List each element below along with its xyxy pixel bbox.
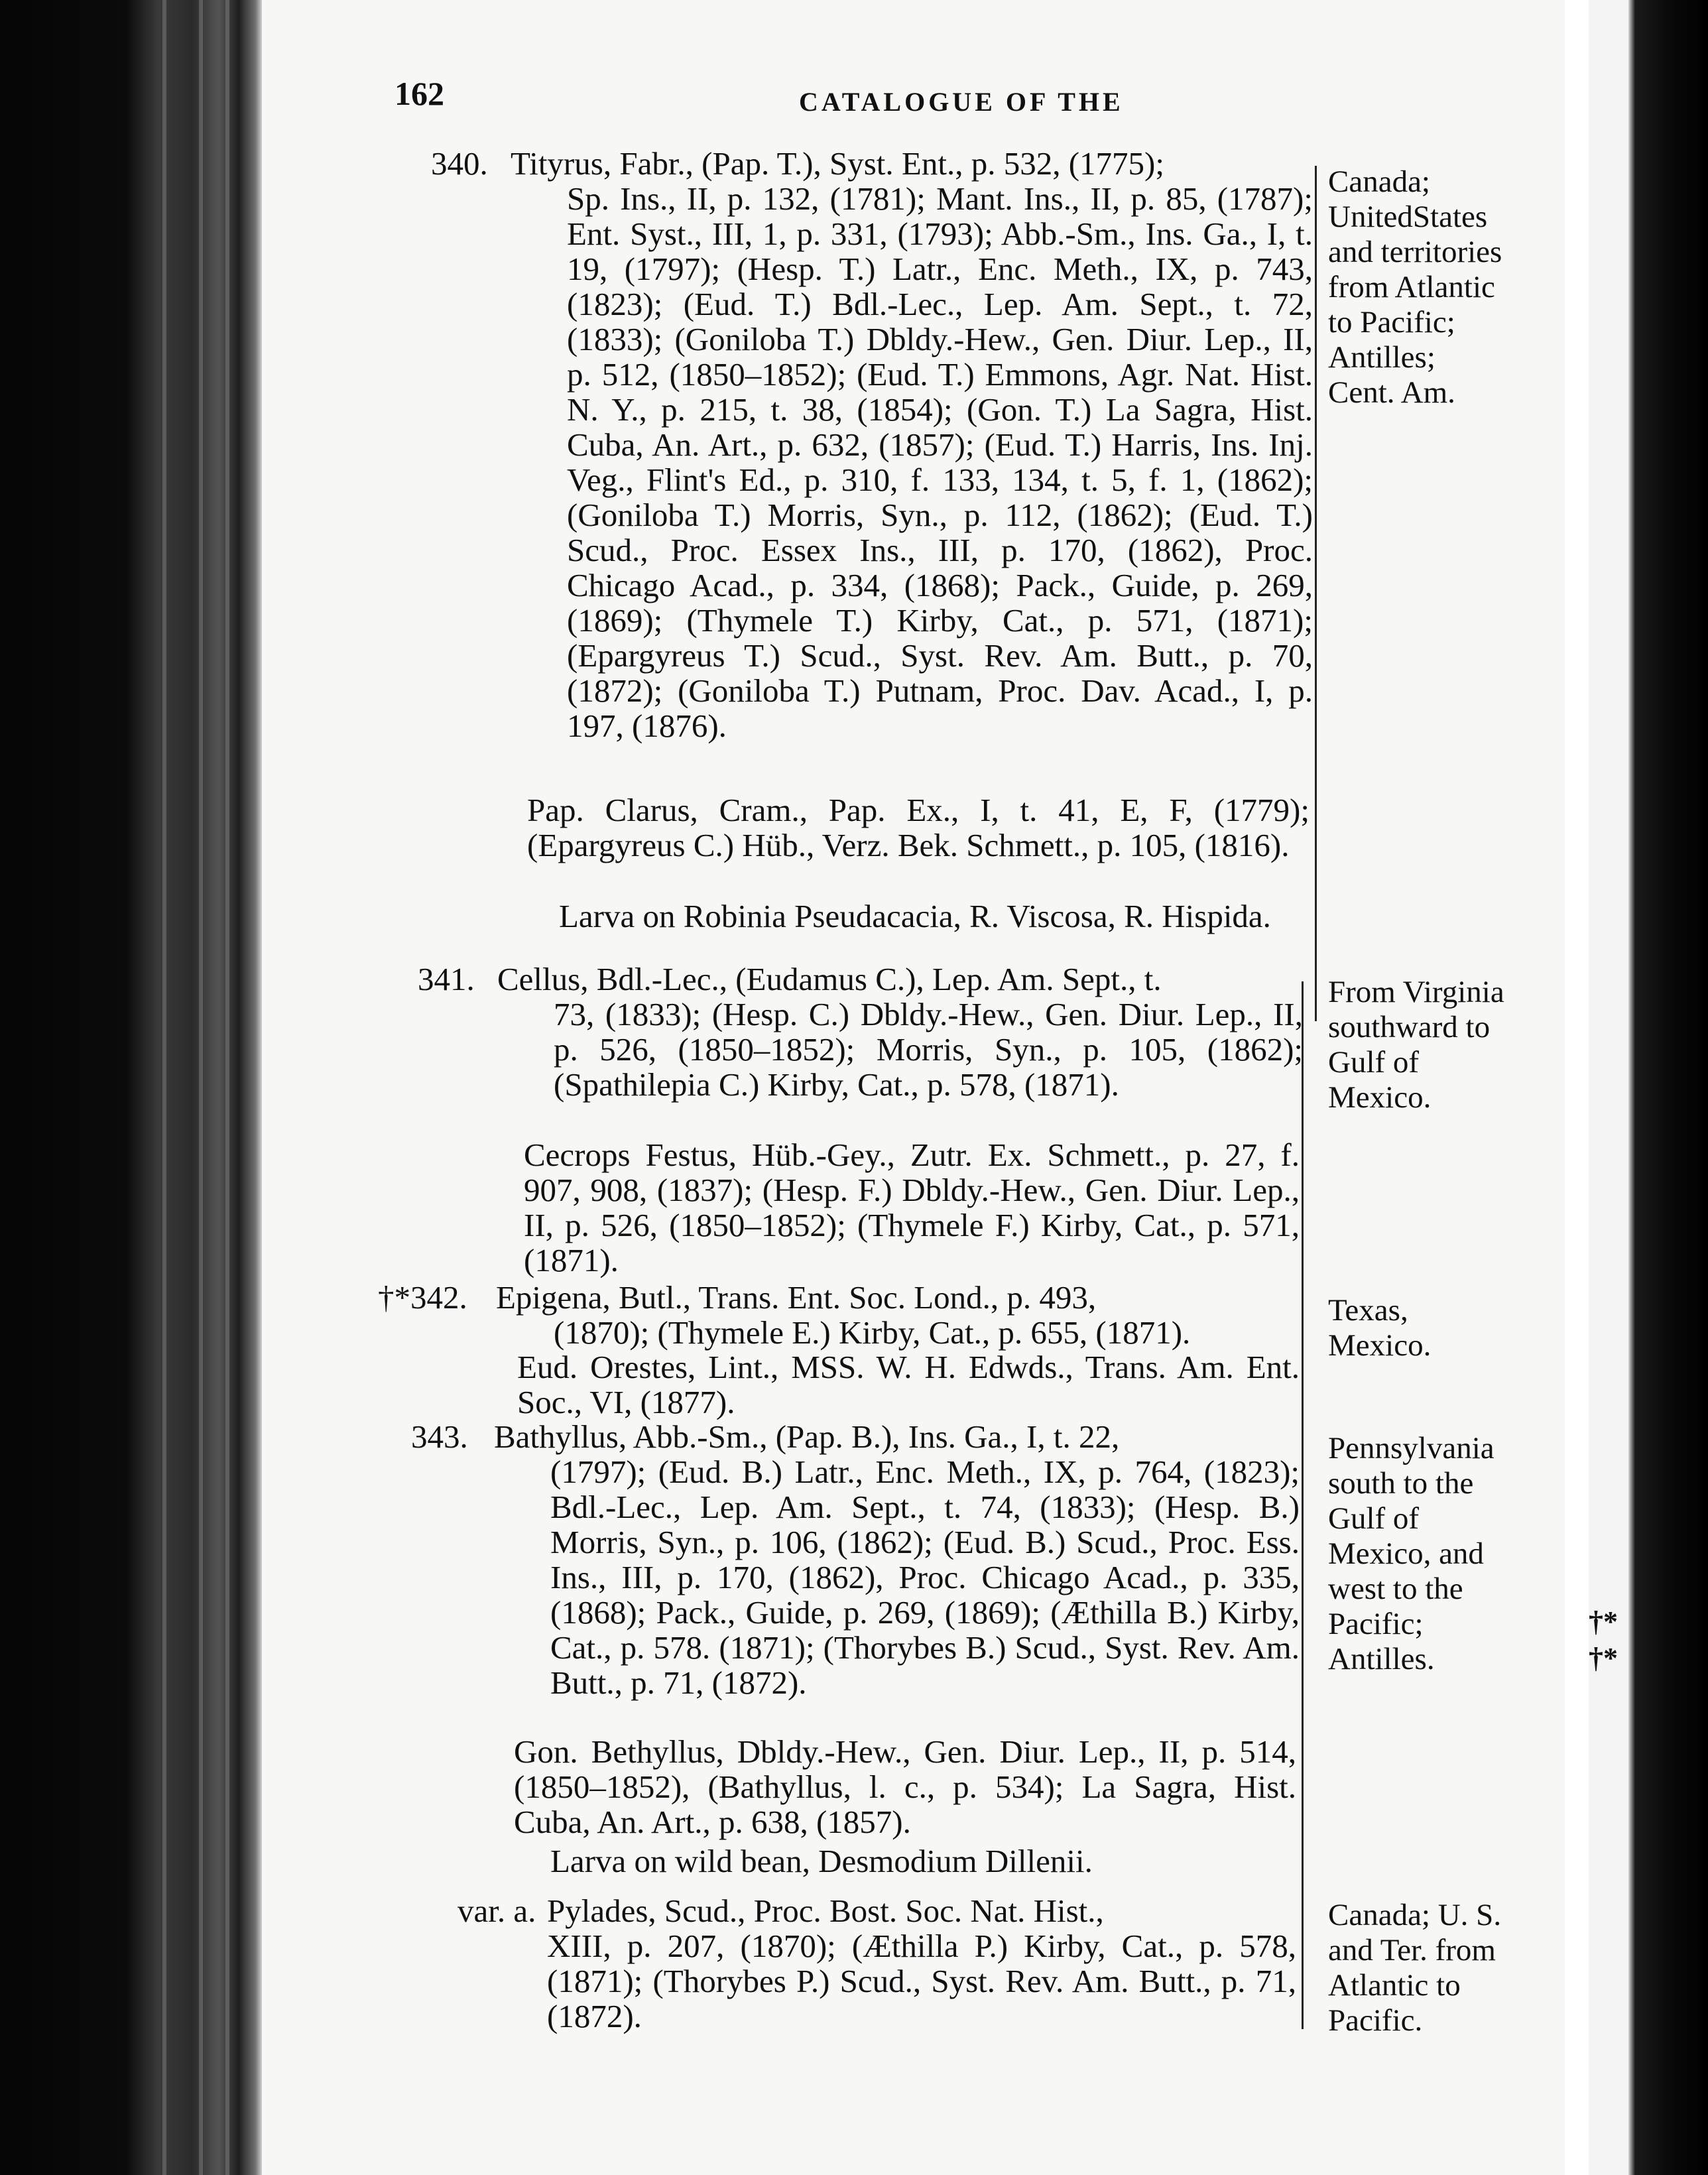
entry-number: 343. — [411, 1418, 468, 1455]
locality: Pennsylvania south to the Gulf of Mexico, and west to the Pacific; Antilles. — [1328, 1431, 1494, 1676]
column-rule — [1315, 166, 1317, 1021]
entry-first-line: Bathyllus, Abb.-Sm., (Pap. B.), Ins. Ga., I, t. 22, — [494, 1418, 1120, 1455]
locality: From Virginia southward to Gulf of Mexico. — [1328, 975, 1504, 1115]
right-edge — [1628, 0, 1708, 2175]
entry-references: (1870); (Thymele E.) Kirby, Cat., p. 655, (1871). — [554, 1314, 1191, 1351]
larva-note: Larva on Robinia Pseudacacia, R. Viscosa, R. Hispida. — [559, 898, 1271, 934]
entry-references: 73, (1833); (Hesp. C.) Dbldy.-Hew., Gen. Diur. Lep., II, p. 526, (1850–1852); Morris, Syn., p. 105, (1862); (Spathilepia C.) Kirby, Cat., p. 578, (1871). — [554, 996, 1303, 1103]
margin-mark: †* — [1589, 1605, 1618, 1638]
larva-note: Larva on wild bean, Desmodium Dillenii. — [550, 1843, 1093, 1879]
catalogue-entry — [431, 146, 1313, 743]
synonym: Gon. Bethyllus, Dbldy.-Hew., Gen. Diur. Lep., II, p. 514, (1850–1852), (Bathyllus, l. c., p. 534); La Sagra, Hist. Cuba, An. Art., p. 638, (1857). — [514, 1733, 1296, 1840]
column-rule — [1302, 981, 1304, 2029]
entry-references: Sp. Ins., II, p. 132, (1781); Mant. Ins., II, p. 85, (1787); Ent. Syst., III, 1, p. 331, (1793); Abb.-Sm., Ins. Ga., I, t. 19, (1797); (Hesp. T.) Latr., Enc. Meth., IX, p. 743, (1823); (Eud. T.) Bdl.-Lec., Lep. Am. Sept., t. 72, (1833); (Goniloba T.) Dbldy.-Hew., Gen. Diur. Lep., II, p. 512, (1850–1852); (Eud. T.) Emmons, Agr. Nat. Hist. N. Y., p. 215, t. 38, (1854); (Gon. T.) La Sagra, Hist. Cuba, An. Art., p. 632, (1857); (Eud. T.) Harris, Ins. Inj. Veg., Flint's Ed., p. 310, f. 133, 134, t. 5, f. 1, (1862); (Goniloba T.) Morris, Syn., p. 112, (1862); (Eud. T.) Scud., Proc. Essex Ins., III, p. 170, (1862), Proc. Chicago Acad., p. 334, (1868); Pack., Guide, p. 269, (1869); (Thymele T.) Kirby, Cat., p. 571, (1871); (Epargyreus T.) Scud., Syst. Rev. Am. Butt., p. 70, (1872); (Goniloba T.) Putnam, Proc. Dav. Acad., I, p. 197, (1876). — [567, 180, 1313, 744]
entry-first-line: Pylades, Scud., Proc. Bost. Soc. Nat. Hist., — [547, 1893, 1104, 1929]
book-binding — [0, 0, 262, 2175]
synonym: Pap. Clarus, Cram., Pap. Ex., I, t. 41, E, F, (1779); (Epargyreus C.) Hüb., Verz. Bek. Schmett., p. 105, (1816). — [527, 792, 1310, 863]
next-page-edge — [1589, 0, 1628, 2175]
entry-first-line: Tityrus, Fabr., (Pap. T.), Syst. Ent., p. 532, (1775); — [511, 145, 1164, 182]
entry-first-line: Cellus, Bdl.-Lec., (Eudamus C.), Lep. Am. Sept., t. — [497, 961, 1162, 997]
catalogue-entry — [418, 962, 1303, 1102]
running-head: CATALOGUE OF THE — [799, 87, 1124, 117]
page-number: 162 — [395, 75, 444, 112]
entry-number: 341. — [418, 961, 475, 997]
catalogue-entry — [411, 1419, 1300, 1700]
locality: Texas, Mexico. — [1328, 1293, 1432, 1363]
locality: Canada; UnitedStates and territories from Atlantic to Pacific; Antilles; Cent. Am. — [1328, 164, 1502, 410]
entry-number: 340. — [431, 145, 488, 182]
catalogue-entry — [378, 1280, 1300, 1350]
entry-references: (1797); (Eud. B.) Latr., Enc. Meth., IX, p. 764, (1823); Bdl.-Lec., Lep. Am. Sept., t. 74, (1833); (Hesp. B.) Morris, Syn., p. 106, (1862); (Eud. B.) Scud., Proc. Ess. Ins., III, p. 170, (1862), Proc. Chicago Acad., p. 335, (1868); Pack., Guide, p. 269, (1869); (Æthilla B.) Kirby, Cat., p. 578. (1871); (Thorybes B.) Scud., Syst. Rev. Am. Butt., p. 71, (1872). — [550, 1454, 1300, 1701]
entry-number: †*342. — [378, 1279, 467, 1316]
locality: Canada; U. S. and Ter. from Atlantic to Pacific. — [1328, 1898, 1502, 2038]
entry-references: XIII, p. 207, (1870); (Æthilla P.) Kirby, Cat., p. 578, (1871); (Thorybes P.) Scud., Syst. Rev. Am. Butt., p. 71, (1872). — [547, 1928, 1296, 2034]
entry-number: var. a. — [457, 1893, 536, 1929]
entry-first-line: Epigena, Butl., Trans. Ent. Soc. Lond., p. 493, — [496, 1279, 1097, 1316]
synonym: Cecrops Festus, Hüb.-Gey., Zutr. Ex. Schmett., p. 27, f. 907, 908, (1837); (Hesp. F.) Dbldy.-Hew., Gen. Diur. Lep., II, p. 526, (1850–1852); (Thymele F.) Kirby, Cat., p. 571, (1871). — [524, 1137, 1300, 1278]
synonym: Eud. Orestes, Lint., MSS. W. H. Edwds., Trans. Am. Ent. Soc., VI, (1877). — [517, 1349, 1300, 1420]
catalogue-entry — [457, 1893, 1296, 2034]
margin-mark: †* — [1589, 1642, 1618, 1674]
